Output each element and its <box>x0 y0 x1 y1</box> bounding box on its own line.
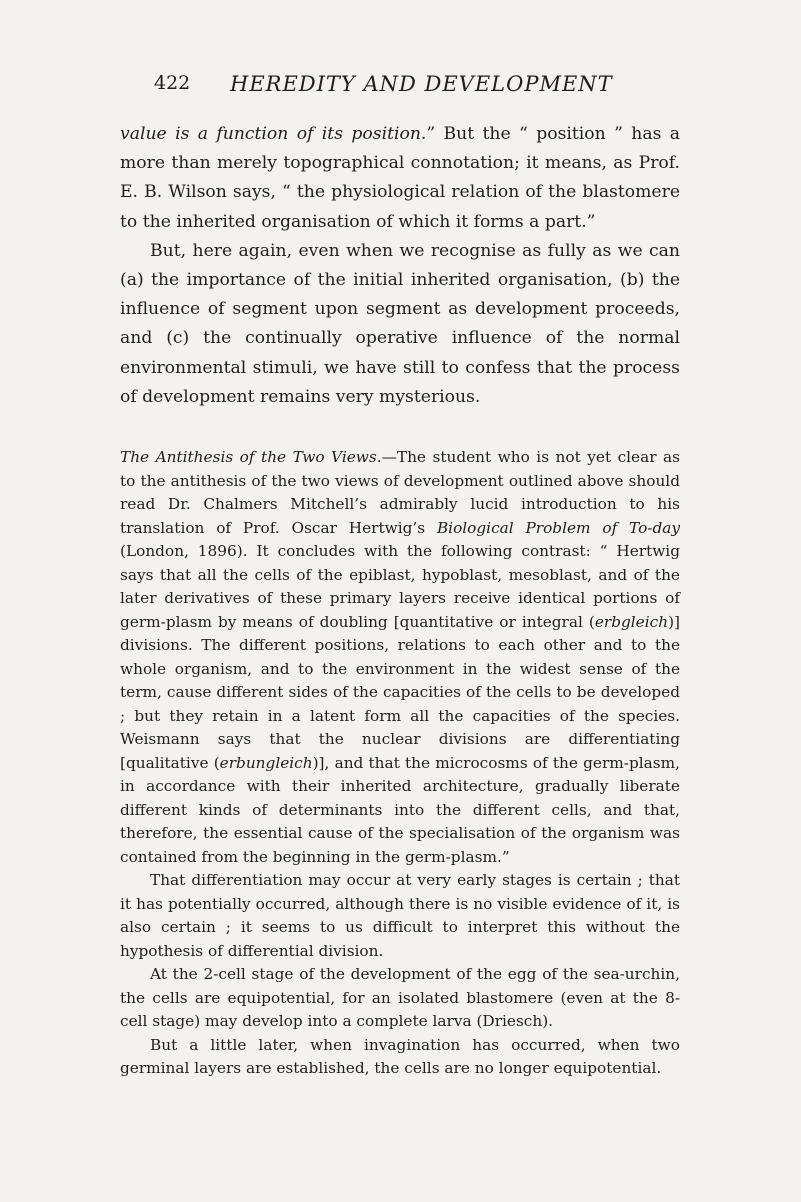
paragraph-1-rest: ” But the “ position ” has a more than merely topographical connotation; it means, as Prof. E. B. Wilson says, “ the physiological relation of the blastomere to the inherited organisation of which it forms a part.” <box>120 124 681 232</box>
term-erbungleich: erbungleich <box>219 753 313 772</box>
running-title: HEREDITY AND DEVELOPMENT <box>230 72 613 96</box>
running-header <box>154 72 674 112</box>
paragraph-2: But, here again, even when we recognise as fully as we can (a) the importance of the initial inherited organisation, (b) the influence of segment upon segment as development proceeds, and (c) the continually operative influence of the normal environmental stimuli, we have still to confess that the process of development remains very mysterious. <box>120 240 680 407</box>
section-heading: The Antithesis of the Two Views. <box>120 448 382 466</box>
italic-lead: value is a function of its position. <box>120 124 427 144</box>
paragraph-1 <box>120 120 680 237</box>
paragraph-6: But a little later, when invagination has occurred, when two germinal layers are established, the cells are no longer equipotential. <box>120 1035 680 1077</box>
section-text-a: —The student who is not yet clear as to the antithesis of the two views of development outlined above should read Dr. Chalmers Mitchell’s admirably lucid introduction to his translation of Prof. Oscar Hertwig’s <box>120 448 680 537</box>
book-title: Biological Problem of To-day <box>436 518 681 537</box>
term-erbgleich: erbgleich <box>594 612 669 631</box>
paragraph-5: At the 2-cell stage of the development of the egg of the sea-urchin, the cells are equipotential, for an isolated blastomere (even at the 8-cell stage) may develop into a complete larva (Driesch). <box>120 965 680 1030</box>
page-number: 422 <box>154 72 191 94</box>
section-text-b: (London, 1896). It concludes with the following contrast: “ Hertwig says that all the cells of the epiblast, hypoblast, mesoblast, and of the later derivatives of these primary layers receive identical portions of germ-plasm by means of doubling [quantitative or integral ( <box>120 542 680 631</box>
section-text-c: )] divisions. The different positions, relations to each other and to the whole organism, and to the environment in the widest sense of the term, cause different sides of the capacities of the cells to be developed ; but they retain in a latent form all the capacities of the species. Weismann says that the nuclear divisions are differentiating [qualitative ( <box>120 612 680 772</box>
main-text-large <box>120 120 680 412</box>
section-text-d: )], and that the microcosms of the germ-plasm, in accordance with their inherited architecture, gradually liberate different kinds of determinants into the different cells, and that, therefore, the essential cause of the specialisation of the organism was contained from the beginning in the germ-plasm.” <box>120 753 680 866</box>
paragraph-antithesis <box>120 446 680 869</box>
paragraph-4: That differentiation may occur at very early stages is certain ; that it has potentially occurred, although there is no visible evidence of it, is also certain ; it seems to us difficult to interpret this without the hypothesis of differential division. <box>120 871 680 960</box>
main-text-small <box>120 446 680 1081</box>
